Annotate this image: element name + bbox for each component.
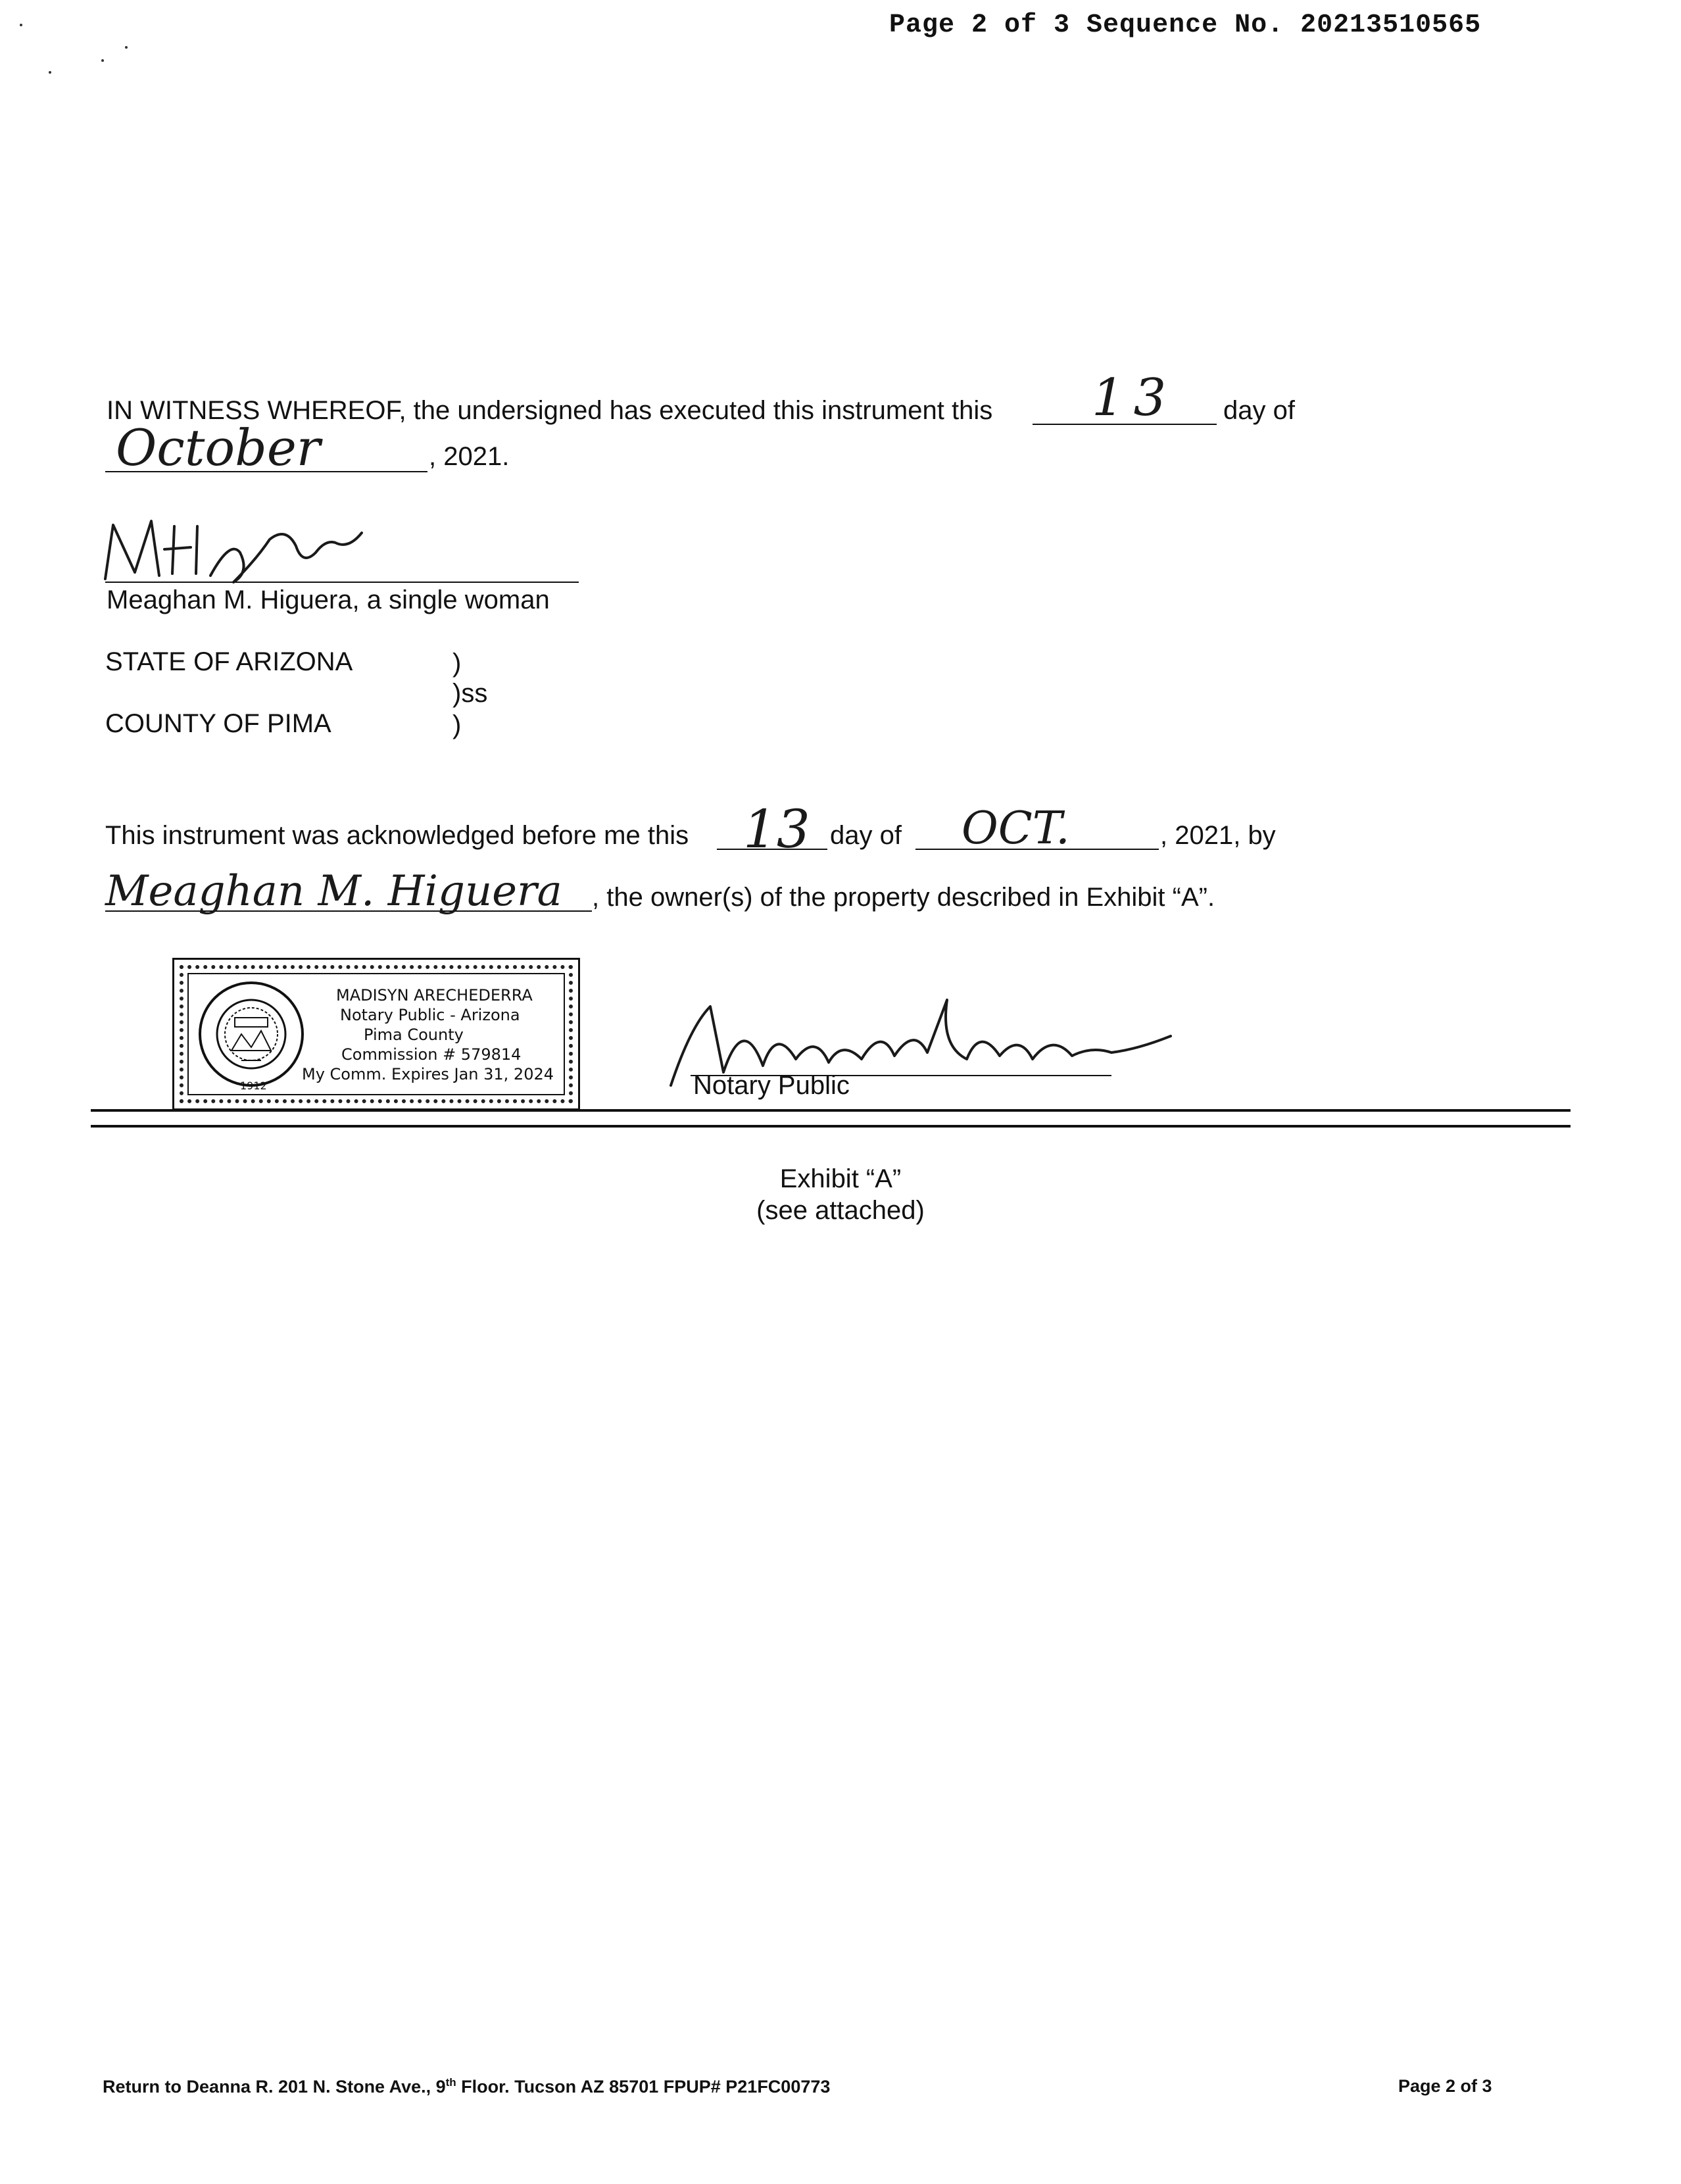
witness-text: IN WITNESS WHEREOF, the undersigned has executed this instrument this <box>107 396 993 425</box>
ack-name-handwritten: Meaghan M. Higuera <box>105 867 562 916</box>
stamp-expiration: My Comm. Expires Jan 31, 2024 <box>302 1065 554 1083</box>
signer-line <box>105 582 579 583</box>
stamp-county: Pima County <box>364 1026 464 1044</box>
page-sequence-header: Page 2 of 3 Sequence No. 20213510565 <box>889 11 1482 40</box>
exhibit-subtitle: (see attached) <box>756 1196 925 1225</box>
venue-state: STATE OF ARIZONA <box>105 647 353 676</box>
scan-speck <box>49 71 51 74</box>
ack-month-handwritten: OCT. <box>962 803 1070 855</box>
witness-day-of: day of <box>1223 396 1295 425</box>
stamp-commission: Commission # 579814 <box>341 1045 522 1064</box>
venue-county: COUNTY OF PIMA <box>105 709 331 738</box>
footer-return-to: Return to Deanna R. 201 N. Stone Ave., 9 <box>103 2077 446 2097</box>
ack-year-by: , 2021, by <box>1160 821 1276 850</box>
witness-year: , 2021. <box>429 442 510 471</box>
section-divider-bottom <box>91 1125 1571 1128</box>
ack-text: This instrument was acknowledged before me this <box>105 821 689 850</box>
venue-paren-top: ) <box>452 649 462 678</box>
scan-speck <box>101 59 104 62</box>
footer-return-address <box>103 2076 830 2097</box>
footer-return-rest: Floor. Tucson AZ 85701 FPUP# P21FC00773 <box>456 2077 831 2097</box>
footer-page-number: Page 2 of 3 <box>1398 2076 1492 2096</box>
footer-return-sup: th <box>445 2076 456 2089</box>
exhibit-title: Exhibit “A” <box>779 1164 902 1193</box>
state-seal-icon <box>195 978 307 1090</box>
notary-stamp <box>172 958 580 1110</box>
stamp-notary-name: MADISYN ARECHEDERRA <box>336 986 533 1005</box>
signer-caption: Meaghan M. Higuera, a single woman <box>107 585 550 614</box>
witness-day-handwritten: 13 <box>1092 368 1176 428</box>
scan-speck <box>125 46 128 49</box>
section-divider-top <box>91 1109 1571 1112</box>
venue-paren-bottom: ) <box>452 710 462 739</box>
scan-speck <box>20 24 22 26</box>
witness-month-handwritten: October <box>116 418 321 477</box>
venue-ss: )ss <box>452 679 488 708</box>
ack-day-handwritten: 13 <box>743 799 810 860</box>
stamp-notary-title: Notary Public - Arizona <box>340 1006 520 1024</box>
ack-day-of: day of <box>830 821 902 850</box>
ack-owner-text: , the owner(s) of the property described in Exhibit “A”. <box>592 883 1215 912</box>
seal-year: 1912 <box>240 1080 267 1092</box>
notary-signature-caption: Notary Public <box>693 1071 850 1100</box>
